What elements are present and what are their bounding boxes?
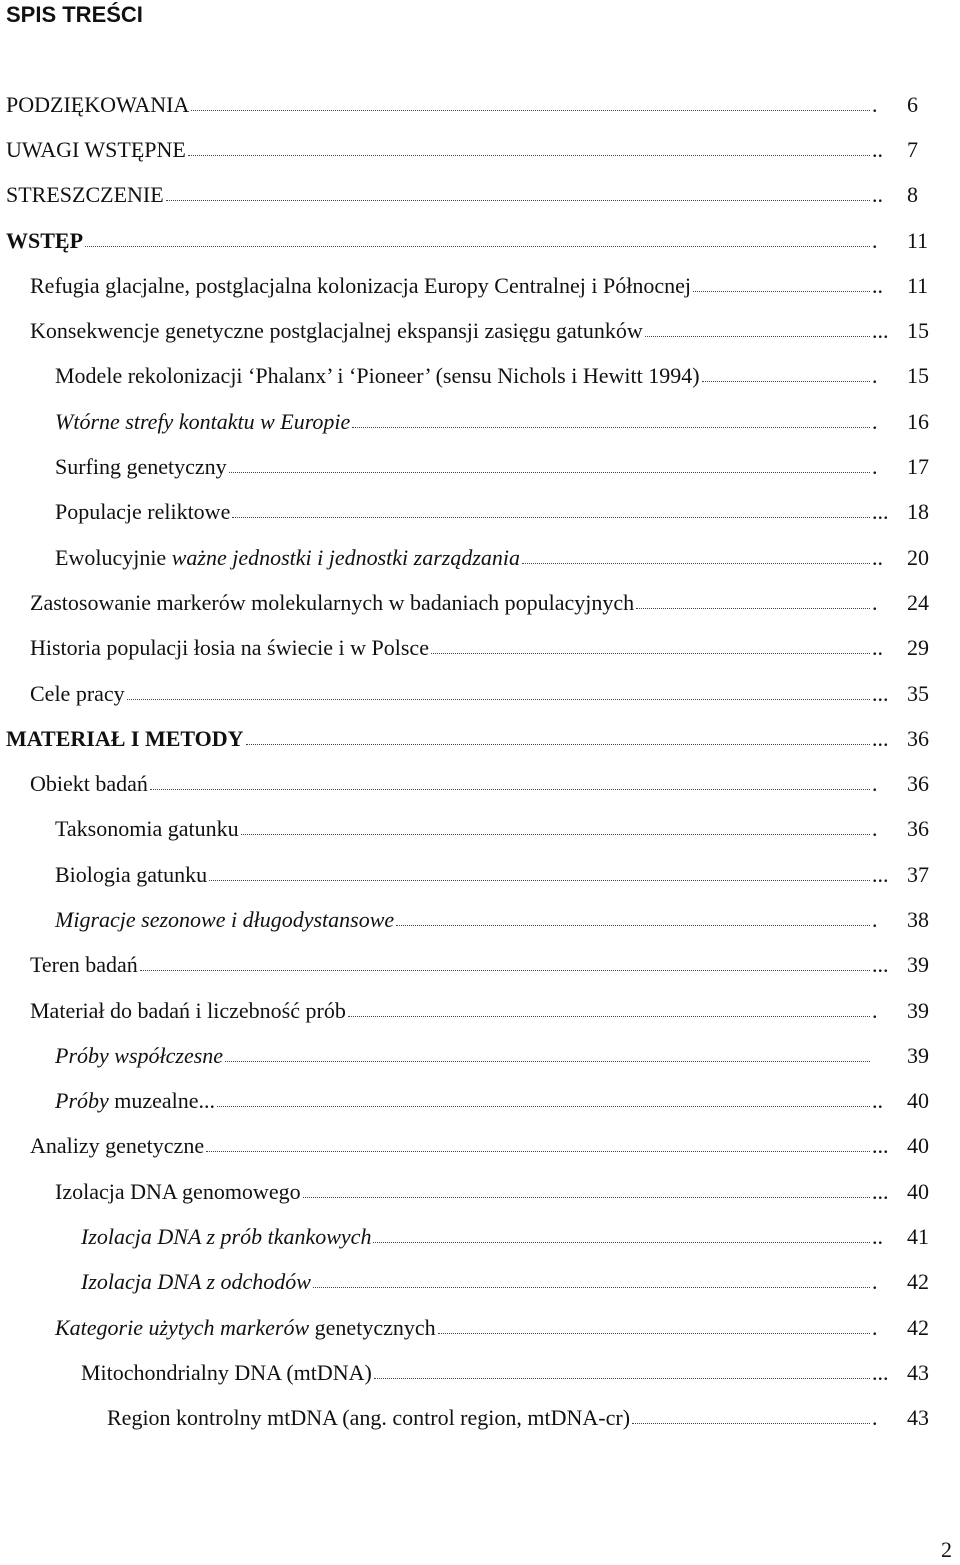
toc-entry-leader-tail: .. [872,272,883,298]
toc-entry[interactable] [0,354,960,399]
toc-entry-page: 43 [907,1405,929,1431]
dot-leader [232,516,870,518]
dot-leader [191,109,870,111]
toc-entry-page: 37 [907,861,929,887]
toc-entry-title [55,454,227,480]
toc-entry-page: 42 [907,1314,929,1340]
toc-entry-page: 36 [907,771,929,797]
toc-entry[interactable] [0,943,960,988]
toc-entry-leader-tail: ... [872,861,889,887]
dot-leader [702,380,870,382]
toc-entry-row [30,635,886,661]
toc-entry-page: 8 [907,182,918,208]
toc-entry-page: 40 [907,1178,929,1204]
dot-leader [206,1150,870,1152]
toc-entry-title-part: UWAGI WSTĘPNE [6,136,186,162]
toc-entry[interactable] [0,1033,960,1078]
dot-leader [217,1105,870,1107]
toc-entry-leader-tail: ... [872,1133,889,1159]
toc-entry[interactable] [0,1169,960,1214]
toc-entry-row [81,1224,886,1250]
toc-entry-title-part: Izolacja DNA genomowego [55,1178,301,1204]
toc-entry-row [30,1133,889,1159]
toc-entry-title [30,952,138,978]
dot-leader [225,1060,870,1062]
toc-entry-title [55,816,239,842]
toc-entry[interactable] [0,988,960,1033]
toc-entry[interactable] [0,626,960,671]
toc-entry-row [55,1043,886,1069]
toc-entry[interactable] [0,1214,960,1259]
toc-entry-title [6,228,83,254]
toc-entry-page: 16 [907,408,929,434]
toc-entry-title-part: Kategorie użytych markerów [55,1314,315,1340]
toc-entry-leader-tail: .. [872,1088,883,1114]
toc-entry-title [55,1043,223,1069]
toc-entry-title-part: genetycznych [314,1314,436,1340]
toc-entry[interactable] [0,490,960,535]
toc-entry-title-part: muzealne... [108,1088,216,1114]
toc-entry-leader-tail: . [872,1405,878,1431]
toc-entry-title-part: Taksonomia gatunku [55,816,239,842]
toc-entry-leader-tail: .. [872,544,883,570]
toc-entry-title-part: ważne jednostki i jednostki zarządzania [171,544,521,570]
toc-entry-leader-tail: . [872,771,878,797]
toc-entry-row [30,998,886,1024]
toc-entry-row [30,273,886,299]
page-heading: SPIS TREŚCI [6,2,143,27]
toc-entry-title [6,726,244,752]
dot-leader [313,1286,870,1288]
toc-entry[interactable] [0,852,960,897]
toc-entry-page: 17 [907,454,929,480]
toc-entry-row [81,1269,886,1295]
toc-entry-title-part: Biologia gatunku [55,861,208,887]
toc-entry-title [81,1269,311,1295]
toc-entry-title-part: Cele pracy [30,680,125,706]
toc-entry-row [55,363,886,389]
toc-entry-row [30,771,886,797]
toc-entry-title-part: Próby współczesne [55,1042,224,1068]
toc-entry-row [30,590,886,616]
toc-entry-leader-tail: . [872,997,878,1023]
toc-entry-title [30,681,125,707]
toc-entry-leader-tail: . [872,408,878,434]
toc-entry-title-part: Surfing genetyczny [55,454,227,480]
toc-entry-title-part: Konsekwencje genetyczne postglacjalnej ekspansji zasięgu gatunków [30,318,643,344]
toc-entry-page: 35 [907,680,929,706]
toc-entry-row [107,1405,886,1431]
toc-entry-title-part: PODZIĘKOWANIA [6,91,190,117]
toc-entry-page: 6 [907,91,918,117]
toc-entry-title-part: Ewolucyjnie [55,544,172,570]
toc-entry-title-part: STRESZCZENIE [6,182,164,208]
toc-entry-title [30,771,148,797]
toc-entry-page: 24 [907,589,929,615]
toc-entry-title [55,1315,436,1341]
toc-entry-page: 11 [907,227,929,253]
toc-entry[interactable] [0,897,960,942]
toc-entry-title-part: Analizy genetyczne [30,1133,205,1159]
toc-entry-row [55,861,889,888]
toc-entry-leader-tail: ... [872,725,889,751]
dot-leader [348,1015,870,1017]
toc-entry[interactable] [0,1396,960,1441]
toc-entry[interactable] [0,127,960,172]
dot-leader [632,1422,870,1424]
toc-entry-title-part: Wtórne strefy kontaktu w Europie [55,408,351,434]
toc-entry-title-part: Refugia glacjalne, postglacjalna kolonizacja Europy Centralnej i Północnej [30,272,691,298]
toc-entry-title-part: Region kontrolny mtDNA (ang. control region, mtDNA-cr) [107,1405,631,1431]
dot-leader [645,335,870,337]
dot-leader [303,1196,870,1198]
toc-entry-row [55,1178,889,1205]
toc-entry-title-part: WSTĘP [6,227,84,253]
toc-entry[interactable] [0,1124,960,1169]
toc-entry-title [6,92,189,118]
toc-entry[interactable] [0,444,960,489]
toc-entry-page: 43 [907,1359,929,1385]
toc-entry-leader-tail: ... [872,318,889,344]
toc-entry[interactable] [0,761,960,806]
toc-entry[interactable] [0,716,960,761]
toc-entry-row [6,228,886,254]
toc-entry-leader-tail: . [872,454,878,480]
toc-entry-leader-tail: .. [872,1224,883,1250]
toc-entry-leader-tail: ... [872,680,889,706]
table-of-contents [0,82,960,1441]
toc-entry-title [30,273,691,299]
toc-entry-page: 29 [907,635,929,661]
toc-entry-title [55,1179,301,1205]
toc-entry-row [55,409,886,435]
toc-entry-leader-tail: . [872,816,878,842]
toc-entry-row [55,1315,886,1341]
toc-entry-title [81,1224,371,1250]
dot-leader [150,788,870,790]
toc-entry-leader-tail: . [872,906,878,932]
toc-entry-page: 7 [907,136,918,162]
page-number: 2 [941,1537,952,1562]
dot-leader [188,154,870,156]
toc-entry-title [55,862,207,888]
toc-entry-title-part: Migracje sezonowe i długodystansowe [55,906,395,932]
toc-entry[interactable] [0,1260,960,1305]
toc-entry-title [6,182,164,208]
toc-entry[interactable] [0,1079,960,1124]
toc-entry[interactable] [0,671,960,716]
toc-entry-leader-tail: . [872,91,878,117]
toc-entry-title [55,499,230,525]
toc-entry[interactable] [0,308,960,353]
toc-entry-title-part: Populacje reliktowe [55,499,231,525]
toc-entry-row [55,499,889,525]
dot-leader [166,199,870,201]
toc-entry-page: 39 [907,952,929,978]
toc-entry[interactable] [0,580,960,625]
toc-entry-title-part: Materiał do badań i liczebność prób [30,997,346,1023]
dot-leader [438,1332,870,1334]
toc-entry-title [55,545,520,571]
toc-entry-leader-tail: .. [872,136,883,162]
toc-entry-page: 38 [907,906,929,932]
dot-leader [431,652,870,654]
toc-entry-title-part: Obiekt badań [30,771,148,797]
toc-entry-leader-tail: ... [872,952,889,978]
dot-leader [127,698,870,700]
dot-leader [374,1377,870,1379]
toc-entry-title [30,998,346,1024]
dot-leader [396,924,870,926]
toc-entry-page: 41 [907,1224,929,1250]
toc-entry-title [55,907,394,933]
dot-leader [85,245,870,247]
dot-leader [209,879,870,881]
dot-leader [140,969,870,971]
toc-entry-row [30,318,889,344]
toc-entry-row [55,545,886,571]
toc-entry-page: 40 [907,1088,929,1114]
toc-entry-row [55,907,886,933]
toc-entry-title-part: Izolacja DNA z prób tkankowych [81,1224,372,1250]
toc-entry[interactable] [0,218,960,263]
toc-entry-title [30,318,643,344]
toc-entry-leader-tail: .. [872,182,883,208]
toc-entry-page: 18 [907,499,929,525]
dot-leader [229,471,870,473]
toc-entry-page: 36 [907,725,929,751]
toc-entry-page: 20 [907,544,929,570]
toc-entry-title [107,1405,630,1431]
toc-entry-page: 39 [907,997,929,1023]
dot-leader [522,562,870,564]
dot-leader [246,743,870,745]
toc-entry[interactable] [0,263,960,308]
toc-entry-title [55,409,350,435]
toc-entry-row [6,92,886,118]
toc-entry-row [55,454,886,480]
dot-leader [693,290,870,292]
toc-entry-leader-tail: . [872,589,878,615]
toc-entry[interactable] [0,173,960,218]
toc-entry-title [81,1360,372,1386]
toc-entry-leader-tail: ... [872,1359,889,1385]
toc-entry-page: 39 [907,1042,929,1068]
toc-entry-row [81,1359,889,1386]
toc-entry-leader-tail: .. [872,635,883,661]
toc-entry-title-part: Zastosowanie markerów molekularnych w badaniach populacyjnych [30,589,635,615]
toc-entry-leader-tail: ... [872,499,889,525]
toc-entry-leader-tail: . [872,1314,878,1340]
toc-entry-title [30,1133,204,1159]
toc-entry-row [55,1088,886,1114]
toc-entry-row [30,680,889,707]
toc-entry-title [55,363,700,389]
toc-entry-title-part: Mitochondrialny DNA (mtDNA) [81,1359,372,1385]
dot-leader [636,607,870,609]
toc-entry-title-part: Próby [55,1088,109,1114]
toc-entry[interactable] [0,807,960,852]
toc-entry-title-part: Modele rekolonizacji ‘Phalanx’ i ‘Pioneer’ (sensu Nichols i Hewitt 1994) [55,363,700,389]
toc-entry-page: 11 [907,272,929,298]
toc-entry-row [30,952,889,978]
toc-entry-leader-tail: . [872,227,878,253]
toc-entry-page: 15 [907,363,929,389]
toc-entry-title [55,1088,215,1114]
toc-entry-row [6,137,886,163]
dot-leader [373,1241,870,1243]
dot-leader [352,426,870,428]
toc-entry-title-part: Izolacja DNA z odchodów [81,1269,311,1295]
toc-entry-row [6,725,889,752]
toc-entry-leader-tail: ... [872,1178,889,1204]
toc-entry[interactable] [0,82,960,127]
toc-entry[interactable] [0,535,960,580]
toc-entry-title [6,137,186,163]
toc-entry-row [55,816,886,842]
toc-entry-leader-tail: . [872,1269,878,1295]
toc-entry[interactable] [0,1305,960,1350]
toc-entry-title-part: Historia populacji łosia na świecie i w Polsce [30,635,429,661]
toc-entry-leader-tail: . [872,363,878,389]
toc-entry[interactable] [0,1350,960,1395]
toc-entry[interactable] [0,399,960,444]
toc-entry-page: 42 [907,1269,929,1295]
dot-leader [241,833,870,835]
toc-entry-page: 15 [907,318,929,344]
toc-entry-page: 40 [907,1133,929,1159]
toc-entry-title-part: MATERIAŁ I METODY [6,725,244,751]
toc-entry-page: 36 [907,816,929,842]
toc-entry-title [30,590,634,616]
toc-entry-title [30,635,429,661]
toc-entry-row [6,182,886,208]
toc-entry-title-part: Teren badań [30,952,138,978]
